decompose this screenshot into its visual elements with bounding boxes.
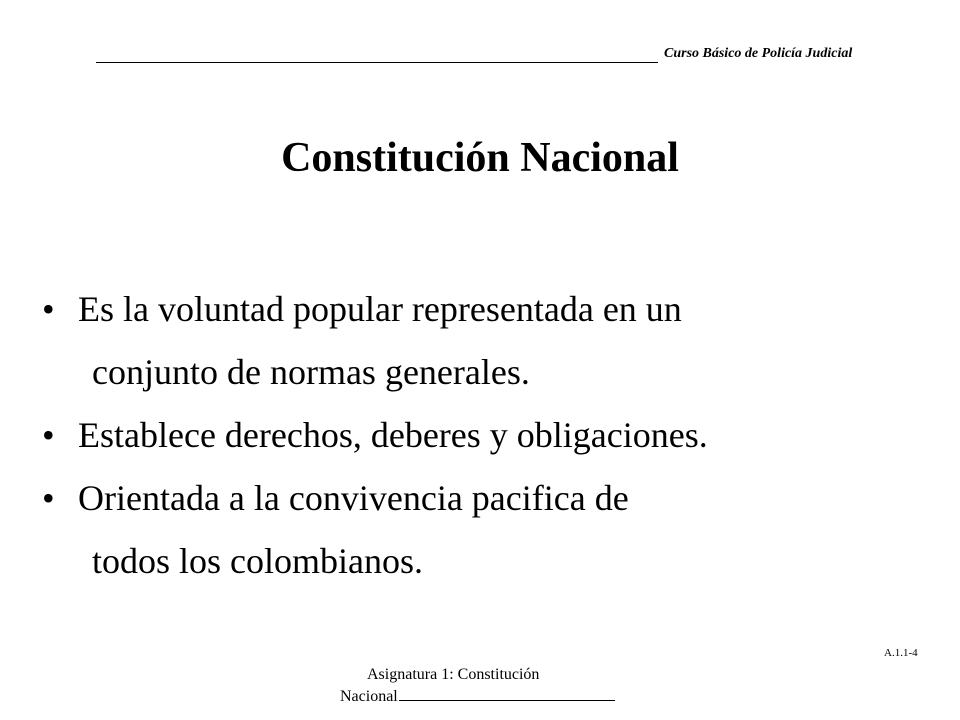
slide-code: A.1.1-4 [884, 647, 918, 659]
bullet-text: conjunto de normas generales. [92, 352, 530, 392]
footer-rule [399, 700, 615, 701]
footer-subject-cont [340, 686, 630, 708]
bullet-text: Es la voluntad popular representada en un [78, 289, 682, 329]
bullet-icon: • [42, 478, 55, 518]
footer-subject-text: Nacional [340, 688, 398, 705]
bullet-text: todos los colombianos. [92, 541, 423, 581]
bullet-item [42, 278, 922, 404]
footer [340, 664, 630, 708]
bullet-item [42, 404, 922, 467]
footer-subject: Asignatura 1: Constitución [367, 666, 540, 683]
header-rule [96, 62, 658, 63]
bullet-icon: • [42, 289, 55, 329]
bullet-text: Establece derechos, deberes y obligaciones. [78, 415, 708, 455]
bullet-icon: • [42, 415, 55, 455]
course-title: Curso Básico de Policía Judicial [664, 46, 853, 61]
bullet-text: Orientada a la convivencia pacifica de [78, 478, 629, 518]
bullet-list [42, 278, 922, 593]
slide-title: Constitución Nacional [281, 135, 679, 181]
bullet-item [42, 467, 922, 593]
